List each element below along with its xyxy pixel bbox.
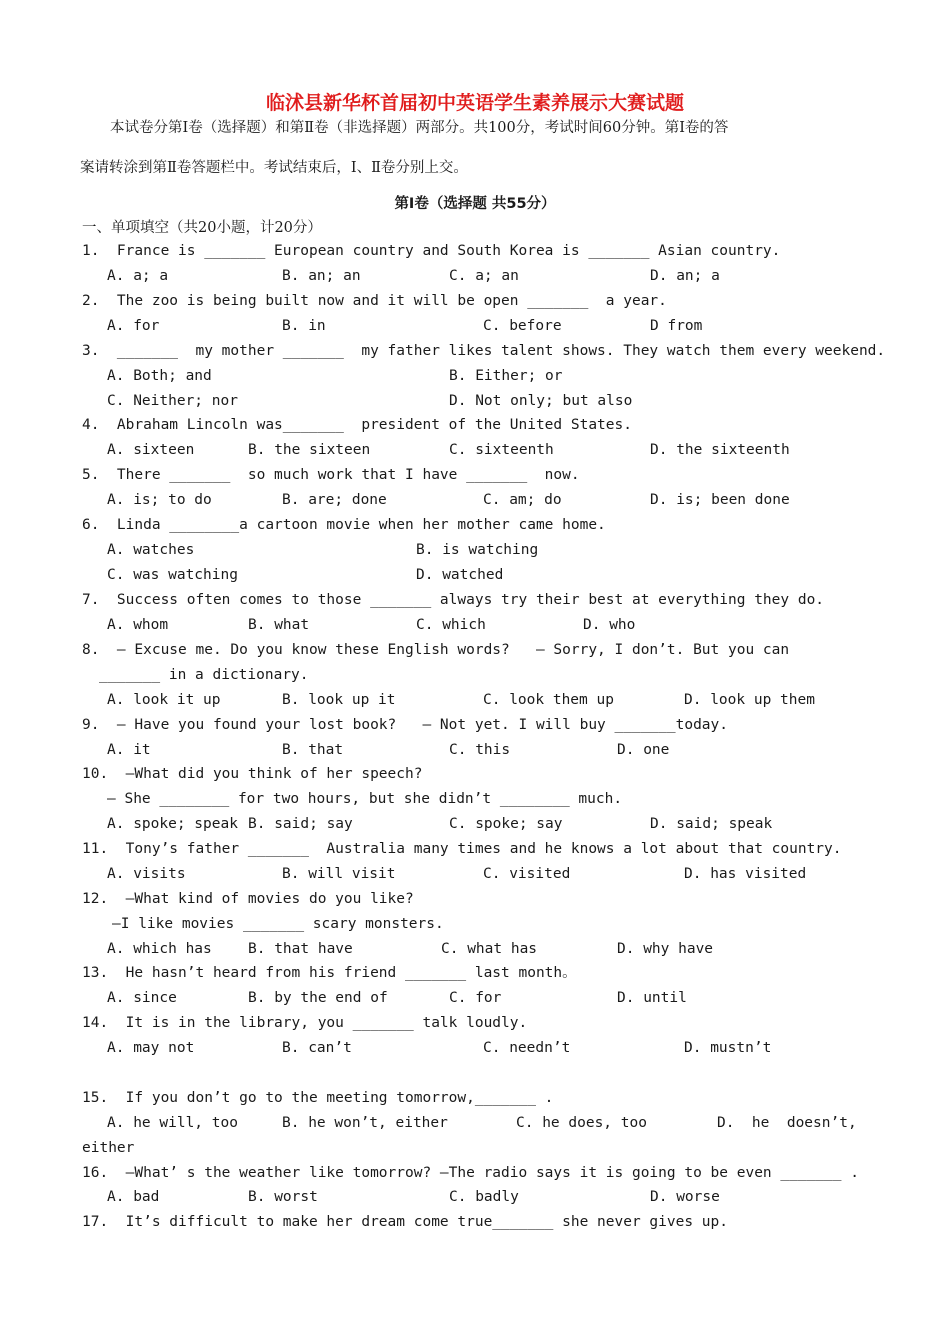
question-stem: 6. Linda ________a cartoon movie when her mother came home. xyxy=(82,517,606,533)
option: C. badly xyxy=(449,1189,519,1205)
option: A. which has xyxy=(107,941,212,957)
option: D. look up them xyxy=(684,692,815,708)
option: B. that xyxy=(282,742,344,758)
option: C. am; do xyxy=(483,492,562,508)
option: A. may not xyxy=(107,1040,195,1056)
option: A. look it up xyxy=(107,692,221,708)
option: C. what has xyxy=(441,941,538,957)
question-stem: 2. The zoo is being built now and it will be open _______ a year. xyxy=(82,293,667,309)
option: D. is; been done xyxy=(650,492,790,508)
option: C. which xyxy=(416,617,486,633)
option: C. sixteenth xyxy=(449,442,554,458)
option: B. the sixteen xyxy=(248,442,371,458)
option: A. a; a xyxy=(107,268,169,284)
option: C. needn’t xyxy=(483,1040,571,1056)
option: B. in xyxy=(282,318,326,334)
intro-line-1: 本试卷分第Ⅰ卷（选择题）和第Ⅱ卷（非选择题）两部分。共100分，考试时间60分钟。第Ⅰ卷的答 xyxy=(110,120,729,136)
option: C. Neither; nor xyxy=(107,393,238,409)
option: A. sixteen xyxy=(107,442,195,458)
option-wrap: either xyxy=(82,1140,135,1156)
question-stem: 10. —What did you think of her speech? xyxy=(82,766,423,782)
option: C. visited xyxy=(483,866,571,882)
option: A. bad xyxy=(107,1189,160,1205)
option: A. whom xyxy=(107,617,169,633)
part-title: 一、单项填空（共20小题，计20分） xyxy=(82,220,322,236)
option: A. watches xyxy=(107,542,195,558)
option: A. he will, too xyxy=(107,1115,238,1131)
option: D. why have xyxy=(617,941,714,957)
option: B. can’t xyxy=(282,1040,352,1056)
option: A. it xyxy=(107,742,151,758)
option: B. is watching xyxy=(416,542,539,558)
option: C. for xyxy=(449,990,502,1006)
question-stem: 3. _______ my mother _______ my father likes talent shows. They watch them every weekend. xyxy=(82,343,886,359)
question-stem: 11. Tony’s father _______ Australia many times and he knows a lot about that country. xyxy=(82,841,842,857)
option: D. watched xyxy=(416,567,504,583)
question-stem: 7. Success often comes to those _______ always try their best at everything they do. xyxy=(82,592,825,608)
option: D from xyxy=(650,318,703,334)
option: D. the sixteenth xyxy=(650,442,790,458)
option: C. a; an xyxy=(449,268,519,284)
question-stem: 4. Abraham Lincoln was_______ president of the United States. xyxy=(82,417,632,433)
option: B. he won’t, either xyxy=(282,1115,448,1131)
option: B. will visit xyxy=(282,866,396,882)
option: C. this xyxy=(449,742,511,758)
option: D. until xyxy=(617,990,687,1006)
option: D. said; speak xyxy=(650,816,773,832)
option: C. look them up xyxy=(483,692,614,708)
option: C. before xyxy=(483,318,562,334)
option: B. worst xyxy=(248,1189,318,1205)
question-stem: 9. — Have you found your lost book? — Not yet. I will buy _______today. xyxy=(82,717,729,733)
option: D. worse xyxy=(650,1189,720,1205)
question-stem: 8. — Excuse me. Do you know these English words? — Sorry, I don’t. But you can xyxy=(82,642,790,658)
question-stem-continued: _______ in a dictionary. xyxy=(99,667,309,683)
option: B. are; done xyxy=(282,492,387,508)
option: A. visits xyxy=(107,866,186,882)
option: A. spoke; speak xyxy=(107,816,238,832)
option: D. he doesn’t, xyxy=(717,1115,857,1131)
option: C. spoke; say xyxy=(449,816,563,832)
option: B. by the end of xyxy=(248,990,388,1006)
option: C. he does, too xyxy=(516,1115,647,1131)
question-stem: 17. It’s difficult to make her dream come true_______ she never gives up. xyxy=(82,1214,729,1230)
option: B. said; say xyxy=(248,816,353,832)
question-stem-continued: —I like movies _______ scary monsters. xyxy=(112,916,444,932)
option: A. Both; and xyxy=(107,368,212,384)
option: D. has visited xyxy=(684,866,807,882)
question-stem: 12. —What kind of movies do you like? xyxy=(82,891,414,907)
question-stem: 14. It is in the library, you _______ talk loudly. xyxy=(82,1015,528,1031)
option: B. that have xyxy=(248,941,353,957)
option: A. since xyxy=(107,990,177,1006)
option: A. is; to do xyxy=(107,492,212,508)
option: D. one xyxy=(617,742,670,758)
option: D. Not only; but also xyxy=(449,393,633,409)
question-stem: 5. There _______ so much work that I have _______ now. xyxy=(82,467,580,483)
question-stem: 16. —What’ s the weather like tomorrow? —The radio says it is going to be even _______ . xyxy=(82,1165,859,1181)
option: B. what xyxy=(248,617,310,633)
option: B. an; an xyxy=(282,268,361,284)
question-stem-continued: — She ________ for two hours, but she didn’t ________ much. xyxy=(107,791,623,807)
option: B. Either; or xyxy=(449,368,563,384)
option: D. mustn’t xyxy=(684,1040,772,1056)
question-stem: 1. France is _______ European country and South Korea is _______ Asian country. xyxy=(82,243,781,259)
option: A. for xyxy=(107,318,160,334)
question-stem: 13. He hasn’t heard from his friend _______ last month。 xyxy=(82,965,577,981)
option: C. was watching xyxy=(107,567,238,583)
option: D. who xyxy=(583,617,636,633)
option: D. an; a xyxy=(650,268,720,284)
option: B. look up it xyxy=(282,692,396,708)
question-stem: 15. If you don’t go to the meeting tomorrow,_______ . xyxy=(82,1090,554,1106)
exam-title: 临沭县新华杯首届初中英语学生素养展示大赛试题 xyxy=(265,92,684,114)
intro-line-2: 案请转涂到第Ⅱ卷答题栏中。考试结束后，Ⅰ、Ⅱ卷分别上交。 xyxy=(80,160,468,176)
section-title: 第Ⅰ卷（选择题 共55分） xyxy=(394,196,556,212)
